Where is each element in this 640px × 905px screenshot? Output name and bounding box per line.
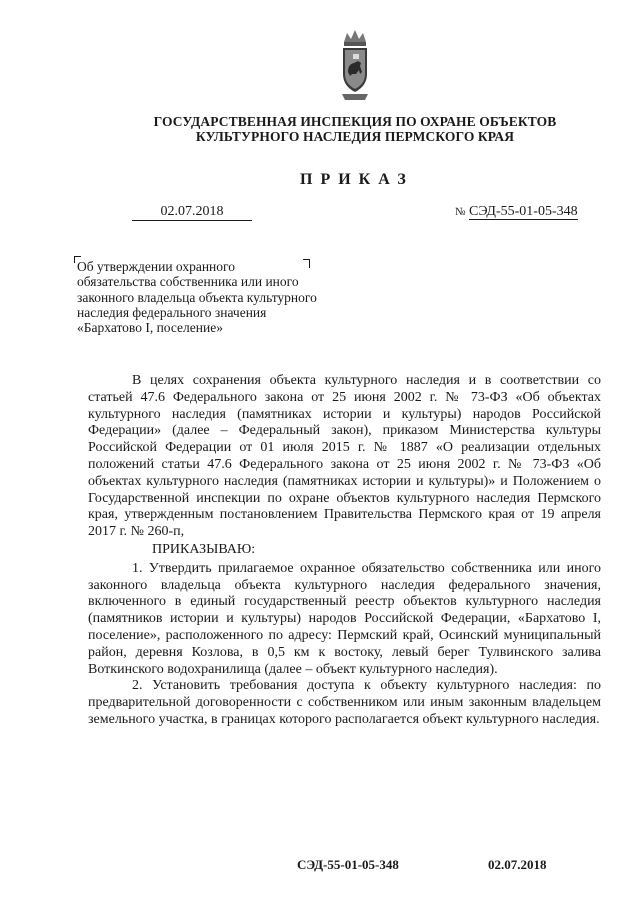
preamble-paragraph: В целях сохранения объекта культурного наследия и в соответствии со статьей 47.6 Федерального закона от 25 июня 2002 г. № 73-ФЗ «Об объектах культурного наследия (памятниках истории и культуры) народов Российской Федерации» (далее – Федеральный закон), приказом Министерства культуры Российской Федерации от 01 июля 2015 г. № 1887 «О реализации отдельных положений статьи 47.6 Федерального закона от 25 июня 2002 г. № 73-ФЗ «Об объектах культурного наследия (памятниках истории и культуры)» и Положением о Государственной инспекции по охране объектов культурного наследия Пермского края, утвержденным постановлением Правительства Пермского края от 19 апреля 2017 г. № 260-п, — [88, 373, 601, 540]
order-date: 02.07.2018 — [132, 204, 252, 221]
org-name-line1: ГОСУДАРСТВЕННАЯ ИНСПЕКЦИЯ ПО ОХРАНЕ ОБЪЕКТОВ — [153, 114, 557, 129]
order-item-1: 1. Утвердить прилагаемое охранное обязательство собственника или иного законного владельца объекта культурного наследия федерального значения, включенного в единый государственный реестр объектов культурного наследия (памятников истории и культуры) народов Российской Федерации, «Бархатово I, поселение», расположенного по адресу: Пермский край, Осинский муниципальный район, деревня Козлова, в 0,5 км к востоку, левый берег Тулвинского залива Воткинского водохранилища (далее – объект культурного наследия). — [88, 560, 601, 677]
order-number — [455, 204, 578, 220]
order-number-value: СЭД-55-01-05-348 — [469, 204, 578, 219]
order-item-2: 2. Установить требования доступа к объекту культурного наследия: по предварительной договоренности с собственником или иным законным владельцем земельного участка, в границах которого располагается объект культурного наследия. — [88, 678, 601, 727]
footer-number: СЭД-55-01-05-348 — [297, 857, 399, 872]
order-subject: Об утверждении охранного обязательства собственника или иного законного владельца объекта культурного наследия федерального значения «Бархатово I, поселение» — [77, 259, 317, 336]
document-type-title: ПРИКАЗ — [300, 171, 414, 188]
number-sign: № — [455, 206, 466, 218]
perm-krai-coat-of-arms-icon — [338, 28, 372, 102]
order-word: ПРИКАЗЫВАЮ: — [152, 541, 256, 557]
footer-date: 02.07.2018 — [488, 857, 547, 872]
order-body — [88, 373, 601, 729]
org-name-line2: КУЛЬТУРНОГО НАСЛЕДИЯ ПЕРМСКОГО КРАЯ — [195, 129, 515, 144]
